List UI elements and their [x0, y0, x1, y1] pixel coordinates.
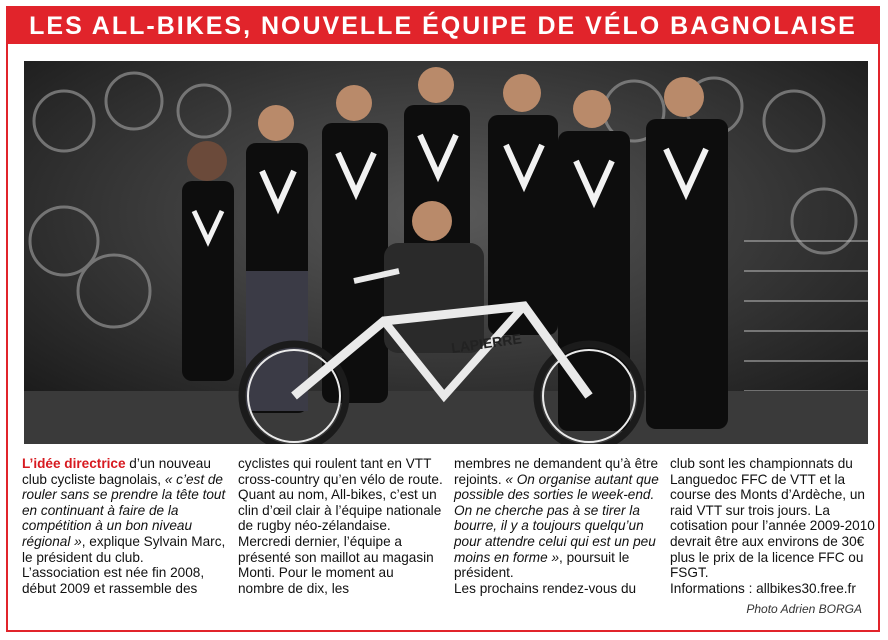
lead-phrase: L’idée directrice — [22, 456, 126, 471]
column-4: club sont les championnats du Languedoc FFC de VTT et la course des Monts d’Ardèche, un raid VTT sur trois jours. La cotisation pour l’année 2009-2010 devrait être aux environs de 30€ plus le prix de la licence FFC ou FSGT. Informations : allbikes30.free.fr — [670, 456, 875, 596]
bike-brand-text: LAPIERRE — [450, 330, 523, 356]
photo-credit: Photo Adrien BORGA — [746, 602, 862, 616]
column-3-quote: « On organise autant que possible des sorties le week-end. On ne cherche pas à se tirer la bourre, il y a toujours quelqu’un pour attendre celui qui est un peu moins en forme » — [454, 471, 659, 565]
column-1-text-a: d’un nouveau club cycliste bagnolais, — [22, 456, 211, 487]
column-1-text-b: , explique Sylvain Marc, le président du club. L’association est née fin 2008, début 2009 et rassemble des — [22, 533, 226, 596]
column-3-text-a: membres ne demandent qu’à être rejoints. — [454, 456, 659, 487]
headline: LES ALL-BIKES, NOUVELLE ÉQUIPE DE VÉLO BAGNOLAISE — [6, 6, 880, 44]
column-3-text-b: , poursuit le président. Les prochains rendez-vous du — [454, 549, 637, 596]
photo-illustration — [24, 61, 868, 444]
column-3 — [454, 456, 659, 596]
column-2: cyclistes qui roulent tant en VTT cross-country qu’en vélo de route. Quant au nom, All-bikes, c’est un clin d’œil clair à l’équipe nationale de rugby néo-zélandaise. Mercredi dernier, l’équipe a présenté son maillot au magasin Monti. Pour le moment au nombre de dix, les — [238, 456, 443, 596]
article-body — [22, 456, 875, 616]
team-photo — [24, 61, 868, 444]
column-1-quote: « c’est de rouler sans se prendre la tête tout en continuant à faire de la compétition à un bon niveau régional » — [22, 471, 226, 549]
column-1 — [22, 456, 227, 596]
